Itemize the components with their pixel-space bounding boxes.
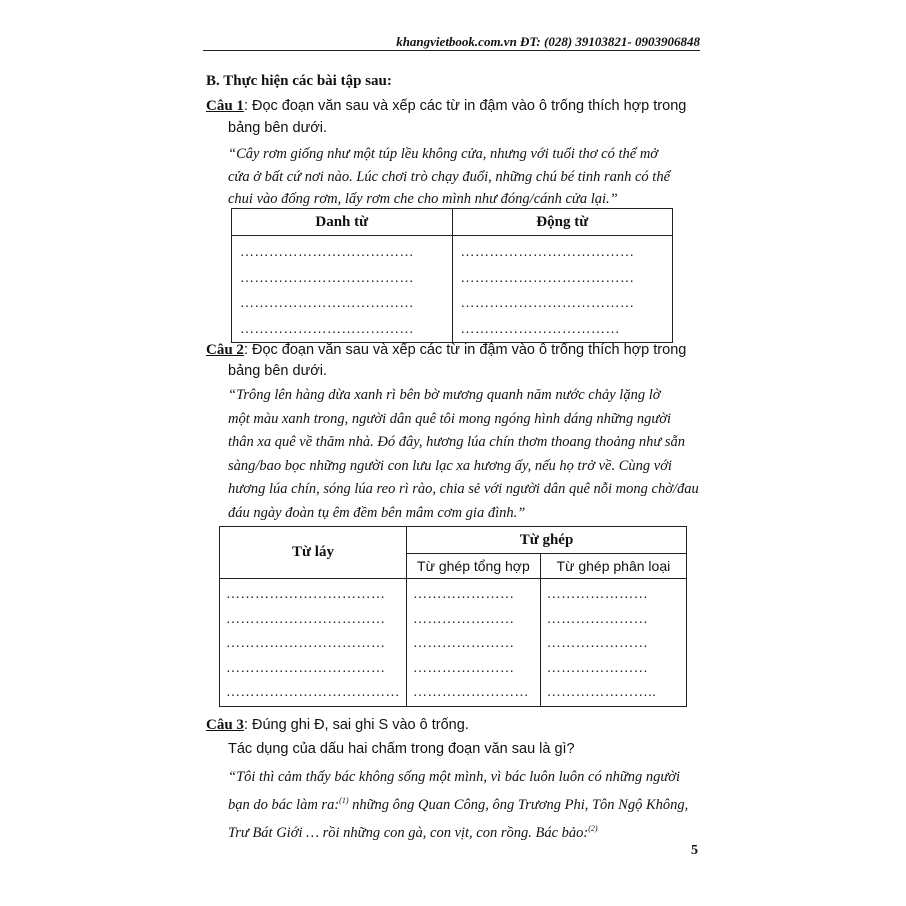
quote-3-line-2 [228,789,702,817]
blank-line: …………………………… [460,321,620,337]
page-number: 5 [691,843,698,858]
blank-line: ……………………………… [226,685,400,700]
section-title: B. Thực hiện các bài tập sau: [206,73,392,89]
blank-line: …………………………… [226,636,386,651]
blank-line: ……………………………… [240,245,414,260]
blank-line: ………………… [413,636,515,651]
blank-line: ……………………………… [460,270,635,286]
question-3 [206,714,469,736]
quote-2-line-5: hương lúa chín, sóng lúa reo rì rào, chia sẻ với người dân quê nỗi mong chờ/đau [228,481,699,497]
quote-1-line-2: cửa ở bất cứ nơi nào. Lúc chơi trò chạy đuổi, những chú bé tinh ranh có thể [228,168,671,185]
quote-1-line-3: chui vào đống rơm, lấy rơm che cho mình như đóng/cánh cửa lại.” [228,191,618,207]
answer-cell-verb[interactable] [452,236,673,343]
quote-2-line-6: đáu ngày đoàn tụ êm đềm bên mâm cơm gia đình.” [228,504,526,521]
question-2-label: Câu 2 [206,342,244,358]
question-2-text: : Đọc đoạn văn sau và xếp các từ in đậm vào ô trống thích hợp trong [243,342,687,358]
blank-line: …………………………… [226,611,386,627]
question-1-text: : Đọc đoạn văn sau và xếp các từ in đậm vào ô trống thích hợp trong [243,98,687,114]
quote-3-line-3 [228,817,702,845]
compound-word-table [219,526,687,707]
footnote-marker-1: (1) [339,796,349,805]
header-divider [203,50,700,51]
question-1 [206,95,686,117]
question-3-quote [228,765,702,845]
blank-line: ………………… [546,587,649,602]
noun-verb-table [231,208,673,343]
quote-3-line-1: “Tôi thì cảm thấy bác không sống một mình, vì bác luôn luôn có những người [228,769,681,785]
question-1-text-cont: bảng bên dưới. [228,120,328,136]
question-3-text: : Đúng ghi Đ, sai ghi S vào ô trống. [243,717,469,733]
blank-line: ………………… [413,587,515,602]
quote-2-line-1: “Trông lên hàng dừa xanh rì bên bờ mương quanh năm nước chảy lặng lờ [228,387,661,403]
col-header-compound-classified: Từ ghép phân loại [540,554,686,579]
answer-cell-compound-general[interactable] [407,579,541,707]
blank-line: ………………… [413,611,515,627]
col-header-noun: Danh từ [232,209,453,236]
quote-2-line-3: thân xa quê về thăm nhà. Đó đây, hương lúa chín thơm thoang thoảng như sẵn [228,434,685,450]
header-contact: khangvietbook.com.vn ĐT: (028) 39103821- 0903906848 [396,34,700,49]
blank-line: ………………… [546,660,649,676]
question-2-text-cont: bảng bên dưới. [228,363,328,379]
blank-line: ……………………………… [240,321,414,337]
blank-line: ……………………………… [460,296,635,311]
quote-2-line-2: một màu xanh trong, người dân quê tôi mong ngóng hình dáng những người [228,410,672,427]
col-header-reduplicative: Từ láy [220,527,407,579]
blank-line: ………………….. [546,685,657,700]
quote-3-line-2b: những ông Quan Công, ông Trương Phi, Tôn Ngộ Không, [348,796,689,813]
question-3-label: Câu 3 [206,717,244,733]
blank-line: …………………………… [226,587,386,602]
question-3-prompt: Tác dụng của dấu hai chấm trong đoạn văn sau là gì? [228,741,575,757]
quote-2-line-4: sàng/bao bọc những người con lưu lạc xa hương ấy, nếu họ trở về. Cùng với [228,457,672,474]
col-header-compound: Từ ghép [407,527,687,554]
quote-1-line-1: “Cây rơm giống như một túp lều không cửa, nhưng với tuổi thơ có thể mở [228,146,659,162]
answer-cell-noun[interactable] [232,236,453,343]
question-1-quote [228,143,702,211]
blank-line: ………………… [413,660,515,676]
quote-3-line-3a: Trư Bát Giới … rồi những con gà, con vịt, con rồng. Bác bảo: [228,824,589,841]
question-2-quote [228,384,702,525]
blank-line: …………………… [413,685,529,700]
blank-line: ……………………………… [460,245,635,260]
blank-line: ……………………………… [240,296,414,311]
blank-line: ………………… [546,636,649,651]
col-header-verb: Động từ [452,209,673,236]
col-header-compound-general: Từ ghép tổng hợp [407,554,541,579]
question-2 [206,339,686,361]
blank-line: ………………… [546,611,649,627]
answer-cell-reduplicative[interactable] [220,579,407,707]
blank-line: …………………………… [226,660,386,676]
quote-3-line-2a: bạn do bác làm ra: [228,796,340,813]
question-1-label: Câu 1 [206,98,244,114]
blank-line: ……………………………… [240,270,414,286]
footnote-marker-2: (2) [588,823,598,833]
answer-cell-compound-classified[interactable] [540,579,686,707]
